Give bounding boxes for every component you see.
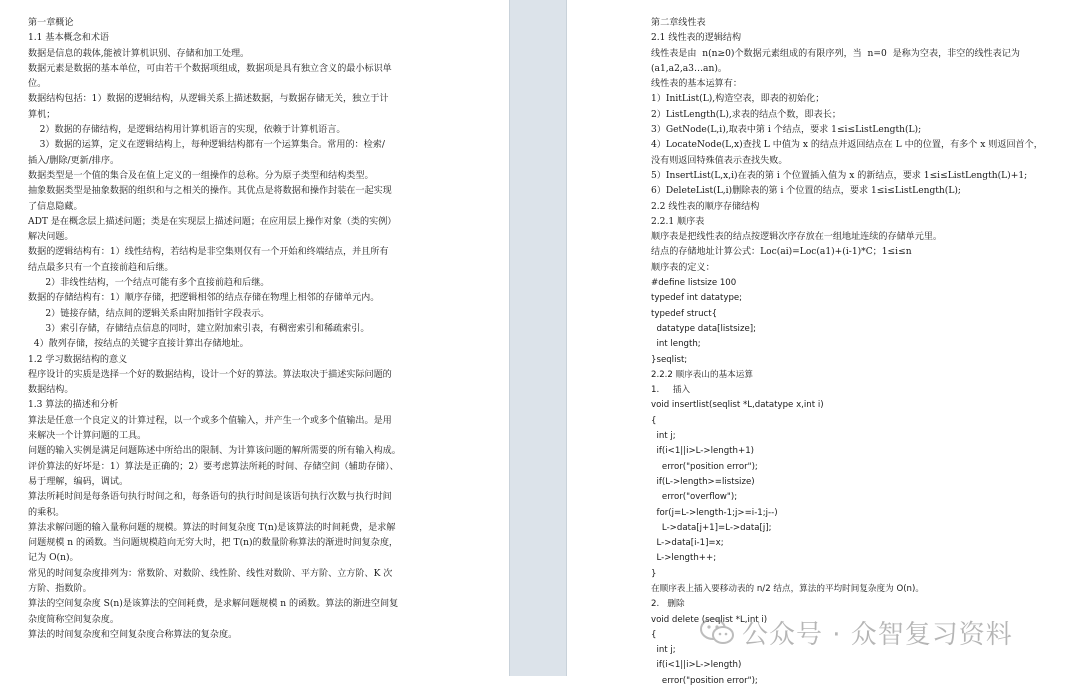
text-line: 算机； xyxy=(28,109,56,120)
text-line: 解决问题。 xyxy=(28,232,74,243)
text-line: ADT 是在概念层上描述问题；类是在实现层上描述问题；在应用层上操作对象（类的实例） xyxy=(28,216,397,227)
text-line: 问题的输入实例是满足问题陈述中所给出的限制、为计算该问题的解所需要的所有输入构成。 xyxy=(28,446,401,457)
text-line: 顺序表是把线性表的结点按逻辑次序存放在一组地址连续的存储单元里。 xyxy=(651,232,943,243)
text-line: error("overflow"); xyxy=(651,492,738,503)
text-line: 数据结构包括：1）数据的逻辑结构，从逻辑关系上描述数据，与数据存储无关，独立于计 xyxy=(28,94,389,105)
text-line: 杂度简称空间复杂度。 xyxy=(28,614,119,625)
text-line: 抽象数据类型是抽象数据的组织和与之相关的操作。其优点是将数据和操作封装在一起实现 xyxy=(28,186,392,197)
text-line: 线性表是由 n(n≥0)个数据元素组成的有限序列，当 n=0 是称为空表，非空的线性表记为 xyxy=(651,48,1020,59)
text-line: 算法求解问题的输入量称问题的规模。算法的时间复杂度 T(n)是该算法的时间耗费，是求解 xyxy=(28,522,396,533)
text-line: 顺序表的定义： xyxy=(651,262,715,273)
text-line: L->length++; xyxy=(651,553,717,564)
text-line: 1.2 学习数据结构的意义 xyxy=(28,354,128,365)
text-line: 方阶、指数阶。 xyxy=(28,583,92,594)
text-line: 数据的存储结构有：1）顺序存储，把逻辑相邻的结点存储在物理上相邻的存储单元内。 xyxy=(28,293,380,304)
text-line: 算法的空间复杂度 S(n)是该算法的空间耗费，是求解问题规模 n 的函数。算法的渐进空间复 xyxy=(28,599,399,610)
text-line: { xyxy=(651,629,657,640)
text-line: 算法是任意一个良定义的计算过程，以一个或多个值输入，并产生一个或多个值输出。是用 xyxy=(28,415,392,426)
text-line: 结点的存储地址计算公式：Loc(ai)=Loc(a1)+(i-1)*C；1≤i≤n xyxy=(651,247,912,258)
text-line: typedef int datatype; xyxy=(651,293,743,304)
text-line: 数据结构。 xyxy=(28,385,74,396)
text-line: 2）ListLength(L),求表的结点个数，即表长； xyxy=(651,109,841,120)
text-line: if(i<1||i>L->length+1) xyxy=(651,446,755,457)
text-line: { xyxy=(651,415,657,426)
text-line: 2.2.1 顺序表 xyxy=(651,216,705,227)
text-line: } xyxy=(651,568,657,579)
text-line: 问题规模 n 的函数。当问题规模趋向无穷大时，把 T(n)的数量阶称算法的渐进时间复杂度， xyxy=(28,538,399,549)
text-line: 程序设计的实质是选择一个好的数据结构，设计一个好的算法。算法取决于描述实际问题的 xyxy=(28,369,392,380)
text-line: 算法的时间复杂度和空间复杂度合称算法的复杂度。 xyxy=(28,629,238,640)
text-line: 的乘积。 xyxy=(28,507,65,518)
watermark-text: 公众号 · 众智复习资料 xyxy=(742,619,1013,650)
text-line: 3）索引存储，存储结点信息的同时，建立附加索引表，有稠密索引和稀疏索引。 xyxy=(28,323,370,334)
text-line: 2.2 线性表的顺序存储结构 xyxy=(651,201,760,212)
text-line: 1）InitList(L),构造空表，即表的初始化； xyxy=(651,94,825,105)
page-gutter xyxy=(509,0,567,676)
text-line: 2. 删除 xyxy=(651,599,685,610)
text-line: 第二章线性表 xyxy=(651,18,706,28)
text-line: (a1,a2,a3…an)。 xyxy=(651,63,727,74)
text-line: 来解决一个计算问题的工具。 xyxy=(28,431,147,442)
text-line: 线性表的基本运算有： xyxy=(651,79,742,90)
text-line: }seqlist; xyxy=(651,354,688,365)
text-line: error("position error"); xyxy=(651,461,758,472)
text-line: 5）InsertList(L,x,i)在表的第 i 个位置插入值为 x 的新结点，要求 1≤i≤ListLength(L)+1; xyxy=(651,170,1028,181)
text-line: 4）LocateNode(L,x)查找 L 中值为 x 的结点并返回结点在 L 中的位置，有多个 x 则返回首个， xyxy=(651,140,1043,151)
text-line: 1. 插入 xyxy=(651,385,691,396)
text-line: 3）数据的运算，定义在逻辑结构上，每种逻辑结构都有一个运算集合。常用的：检索/ xyxy=(28,140,385,151)
text-line: 4）散列存储，按结点的关键字直接计算出存储地址。 xyxy=(28,339,249,350)
text-line: 插入/删除/更新/排序。 xyxy=(28,155,120,166)
text-line: 了信息隐藏。 xyxy=(28,201,83,212)
wechat-icon xyxy=(700,617,734,647)
text-line: 位。 xyxy=(28,79,47,90)
text-line: 易于理解，编码，调试。 xyxy=(28,476,129,487)
text-line: int j; xyxy=(651,431,676,442)
text-line: 记为 O(n)。 xyxy=(28,553,79,564)
text-line: int j; xyxy=(651,645,676,656)
text-line: 2）数据的存储结构，是逻辑结构用计算机语言的实现，依赖于计算机语言。 xyxy=(28,125,346,136)
text-line: if(L->length>=listsize) xyxy=(651,476,755,487)
text-line: L->data[i-1]=x; xyxy=(651,538,724,549)
text-line: datatype data[listsize]; xyxy=(651,323,756,334)
text-line: 结点最多只有一个直接前趋和后继。 xyxy=(28,262,174,273)
right-document-page xyxy=(651,16,1071,689)
text-line: 数据类型是一个值的集合及在值上定义的一组操作的总称。分为原子类型和结构类型。 xyxy=(28,170,374,181)
text-line: L->data[j+1]=L->data[j]; xyxy=(651,522,772,533)
watermark xyxy=(700,608,1013,656)
text-line: for(j=L->length-1;j>=i-1;j--) xyxy=(651,507,778,518)
text-line: 3）GetNode(L,i),取表中第 i 个结点，要求 1≤i≤ListLength(L); xyxy=(651,125,922,136)
text-line: 2.1 线性表的逻辑结构 xyxy=(651,33,742,44)
text-line: void delete (seqlist *L,int i) xyxy=(651,614,768,625)
text-line: 2）非线性结构，一个结点可能有多个直接前趋和后继。 xyxy=(28,278,270,289)
text-line: #define listsize 100 xyxy=(651,278,737,289)
text-line: 2.2.2 顺序表山的基本运算 xyxy=(651,369,753,380)
text-line: 没有则返回特殊值表示查找失败。 xyxy=(651,155,788,166)
text-line: 2）链接存储，结点间的逻辑关系由附加指针字段表示。 xyxy=(28,308,270,319)
text-line: 数据的逻辑结构有：1）线性结构，若结构是非空集则仅有一个开始和终端结点，并且所有 xyxy=(28,247,389,258)
text-line: 1.1 基本概念和术语 xyxy=(28,33,110,44)
text-line: void insertlist(seqlist *L,datatype x,int i) xyxy=(651,400,824,411)
text-line: error("position error"); xyxy=(651,675,758,686)
text-line: 在顺序表上插入要移动表的 n/2 结点，算法的平均时间复杂度为 O(n)。 xyxy=(651,583,924,594)
text-line: 数据是信息的载体,能被计算机识别、存储和加工处理。 xyxy=(28,48,250,59)
left-document-page xyxy=(28,16,432,643)
text-line: 第一章概论 xyxy=(28,18,74,28)
text-line: 算法所耗时间是每条语句执行时间之和，每条语句的执行时间是该语句执行次数与执行时间 xyxy=(28,492,392,503)
text-line: int length; xyxy=(651,339,701,350)
text-line: typedef struct{ xyxy=(651,308,718,319)
text-line: 评价算法的好坏是：1）算法是正确的；2）要考虑算法所耗的时间、存储空间（辅助存储）、 xyxy=(28,461,399,472)
text-line: 数据元素是数据的基本单位，可由若干个数据项组成，数据项是具有独立含义的最小标识单 xyxy=(28,63,392,74)
text-line: 6）DeleteList(L,i)删除表的第 i 个位置的结点，要求 1≤i≤ListLength(L); xyxy=(651,186,961,197)
text-line: if(i<1||i>L->length) xyxy=(651,660,742,671)
text-line: 常见的时间复杂度排列为：常数阶、对数阶、线性阶、线性对数阶、平方阶、立方阶、K 次 xyxy=(28,568,393,579)
text-line: 1.3 算法的描述和分析 xyxy=(28,400,119,411)
